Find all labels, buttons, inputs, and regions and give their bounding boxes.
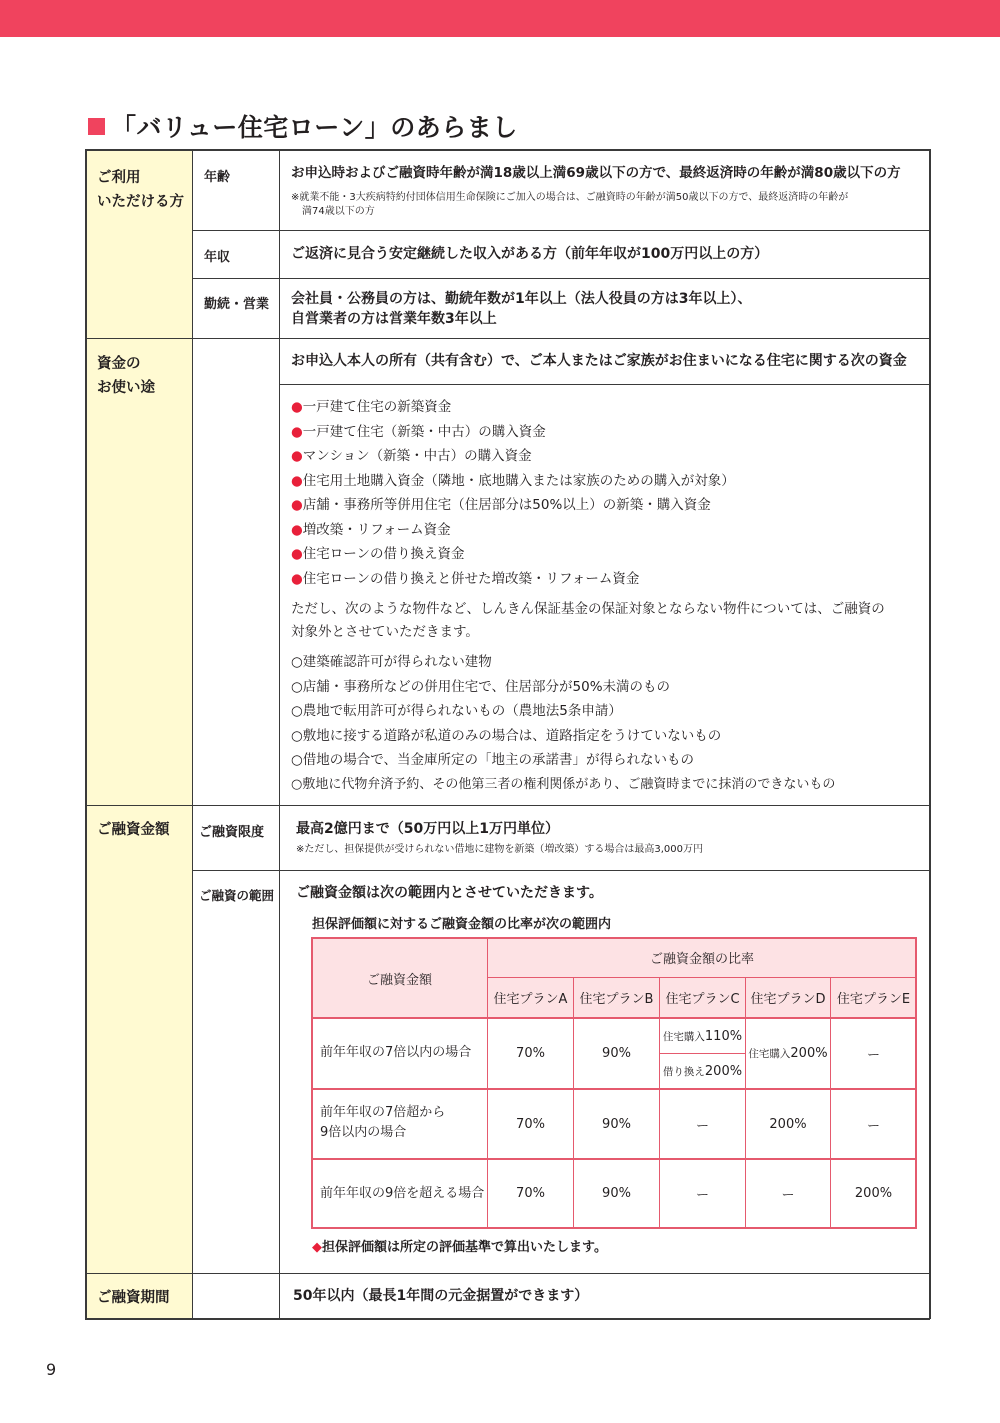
uses-header: お申込人本人の所有（共有含む）で、ご本人またはご家族がお住まいになる住宅に関する次の資金 (291, 353, 907, 369)
list-item: ○店舗・事務所などの併用住宅で、住居部分が50%未満のもの (291, 678, 671, 695)
table-col-plan-c: 住宅プランC (665, 992, 740, 1007)
list-item: ○借地の場合で、当金庫所定の「地主の承諾書」が得られないもの (291, 752, 695, 768)
list-item: ●増改築・リフォーム資金 (291, 521, 451, 538)
table-col-label: ご融資金額 (366, 972, 432, 988)
limit-note: ※ただし、担保提供が受けられない借地に建物を新築（増改築）する場合は最高3,000万円 (296, 844, 704, 855)
title-square-icon (88, 118, 105, 135)
list-item: ●マンション（新築・中古）の購入資金 (291, 448, 532, 464)
term-label: ご融資期間 (97, 1290, 170, 1306)
tenure-label: 勤続・営業 (204, 297, 270, 312)
age-label: 年齢 (204, 170, 231, 185)
uses-list (291, 395, 735, 591)
table-cell: ー (781, 1188, 795, 1203)
label-cell-uses (86, 339, 192, 805)
table-cell: 90% (602, 1046, 631, 1061)
page-title: 「バリュー住宅ローン」のあらまし (88, 108, 518, 144)
income-label: 年収 (204, 250, 231, 265)
excluded-list (291, 650, 835, 797)
table-cell: ー (866, 1048, 880, 1063)
amount-label: ご融資金額 (97, 822, 170, 838)
table-cell: 住宅購入 200% (748, 1046, 828, 1061)
table-row-2-label: 前年年収の7倍超から 9倍以内の場合 (320, 1105, 446, 1140)
table-cell: 200% (769, 1116, 807, 1132)
list-item: ●一戸建て住宅の新築資金 (291, 399, 452, 415)
age-note: ※就業不能・3大疾病特約付団体信用生命保険にご加入の場合は、ご融資時の年齢が満50歳以下の方で、最終返済時の年齢が 満74歳以下の方 (291, 192, 849, 217)
table-col-plan-d: 住宅プランD (750, 992, 826, 1007)
limit-label: ご融資限度 (199, 825, 265, 840)
list-item: ○敷地に代物弁済予約、その他第三者の権利関係があり、ご融資時までに抹消のできないもの (291, 776, 836, 792)
list-item: ○建築確認許可が得られない建物 (291, 654, 492, 670)
range-subtext: 担保評価額に対するご融資金額の比率が次の範囲内 (312, 917, 612, 932)
table-cell: ー (695, 1118, 709, 1134)
table-cell: 借り換え 200% (662, 1063, 743, 1079)
table-group-header: ご融資金額の比率 (649, 952, 754, 967)
page-number: 9 (46, 1360, 57, 1379)
list-item: ○農地で転用許可が得られないもの（農地法5条申請） (291, 703, 622, 719)
table-col-plan-b: 住宅プランB (579, 992, 654, 1007)
income-text: ご返済に見合う安定継続した収入がある方（前年年収が100万円以上の方） (291, 246, 769, 262)
list-item: ○敷地に接する道路が私道のみの場合は、道路指定をうけていないもの (291, 727, 722, 744)
table-col-plan-e: 住宅プランE (836, 992, 911, 1007)
term-text: 50年以内（最長1年間の元金据置ができます） (293, 1288, 589, 1304)
uses-paragraph: ただし、次のような物件など、しんきん保証基金の保証対象とならない物件については、ご融資の 対象外とさせていただきます。 (291, 601, 885, 640)
table-cell: 200% (854, 1186, 893, 1201)
table-cell: 90% (602, 1186, 631, 1201)
table-cell: 70% (516, 1116, 545, 1132)
table-cell: 90% (602, 1116, 631, 1132)
table-cell: 70% (516, 1186, 545, 1201)
table-cell: 70% (516, 1046, 545, 1061)
table-col-plan-a: 住宅プランA (493, 992, 568, 1007)
age-text: お申込時およびご融資時年齢が満18歳以上満69歳以下の方で、最終返済時の年齢が満80歳以下の方 (291, 165, 901, 181)
range-text: ご融資金額は次の範囲内とさせていただきます。 (296, 885, 603, 901)
table-cell: ー (695, 1188, 709, 1203)
eligible-label: ご利用 いただける方 (97, 170, 184, 210)
table-row-3-label: 前年年収の9倍を超える場合 (320, 1186, 485, 1201)
list-item: ●店舗・事務所等併用住宅（住居部分は50%以上）の新築・購入資金 (291, 497, 711, 513)
list-item: ●住宅ローンの借り換え資金 (291, 546, 465, 562)
range-label: ご融資の範囲 (199, 888, 275, 903)
label-cell-amount (86, 806, 192, 1273)
list-item: ●住宅ローンの借り換えと併せた増改築・リフォーム資金 (291, 570, 640, 587)
tenure-text: 会社員・公務員の方は、勤続年数が1年以上（法人役員の方は3年以上）、 自営業者の方は営業年数3年以上 (291, 291, 752, 327)
limit-text: 最高2億円まで（50万円以上1万円単位） (296, 821, 559, 837)
top-accent-bar (0, 0, 1000, 37)
table-cell: ー (866, 1118, 880, 1134)
list-item: ●住宅用土地購入資金（隣地・底地購入または家族のための購入が対象） (291, 472, 735, 489)
table-row-1-label: 前年年収の7倍以内の場合 (320, 1045, 472, 1060)
table-cell: 住宅購入 110% (662, 1028, 743, 1044)
list-item: ●一戸建て住宅（新築・中古）の購入資金 (291, 423, 546, 440)
table-footnote: ◆担保評価額は所定の評価基準で算出いたします。 (312, 1240, 607, 1255)
uses-label: 資金の お使い途 (97, 356, 155, 396)
